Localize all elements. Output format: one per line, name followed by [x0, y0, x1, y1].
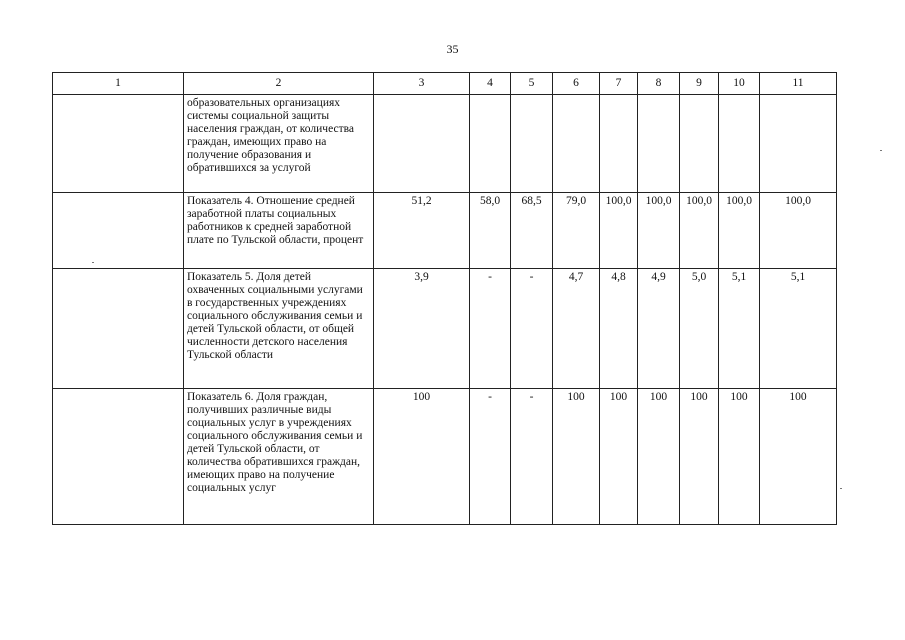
column-header: 8	[638, 73, 680, 95]
table-row	[53, 269, 837, 389]
value-cell	[470, 95, 511, 193]
indicator-description: Показатель 5. Доля детей охваченных социальными услугами в государственных учреждениях социального обслуживания семьи и детей Тульской области, от общей численности детского населения Тульской области	[184, 269, 374, 389]
column-header: 3	[374, 73, 470, 95]
value-cell: 4,9	[638, 269, 680, 389]
value-cell: 100	[600, 389, 638, 525]
value-cell: 100,0	[600, 193, 638, 269]
value-cell: 100,0	[719, 193, 760, 269]
indicator-description: Показатель 4. Отношение средней заработной платы социальных работников к средней заработной плате по Тульской области, процент	[184, 193, 374, 269]
column-header: 4	[470, 73, 511, 95]
scan-speck	[840, 488, 842, 489]
value-cell: -	[511, 269, 553, 389]
row-index-cell	[53, 389, 184, 525]
value-cell	[374, 95, 470, 193]
value-cell: 4,7	[553, 269, 600, 389]
value-cell: 100,0	[760, 193, 837, 269]
value-cell: -	[511, 389, 553, 525]
value-cell: 79,0	[553, 193, 600, 269]
column-header: 9	[680, 73, 719, 95]
value-cell: 5,1	[719, 269, 760, 389]
value-cell	[511, 95, 553, 193]
value-cell	[680, 95, 719, 193]
value-cell: 4,8	[600, 269, 638, 389]
value-cell: 100	[760, 389, 837, 525]
value-cell: 3,9	[374, 269, 470, 389]
value-cell	[719, 95, 760, 193]
value-cell	[760, 95, 837, 193]
value-cell: 68,5	[511, 193, 553, 269]
column-header: 2	[184, 73, 374, 95]
value-cell: 100	[374, 389, 470, 525]
value-cell: 51,2	[374, 193, 470, 269]
table-row	[53, 389, 837, 525]
header-row	[53, 73, 837, 95]
indicator-description: образовательных организациях системы социальной защиты населения граждан, от количества граждан, имеющих право на получение образования и обратившихся за услугой	[184, 95, 374, 193]
value-cell	[553, 95, 600, 193]
row-index-cell	[53, 269, 184, 389]
column-header: 7	[600, 73, 638, 95]
value-cell: 100	[553, 389, 600, 525]
value-cell: 100	[719, 389, 760, 525]
indicator-table	[52, 72, 837, 525]
value-cell	[600, 95, 638, 193]
value-cell	[638, 95, 680, 193]
indicator-description: Показатель 6. Доля граждан, получивших различные виды социальных услуг в учреждениях социального обслуживания семьи и детей Тульской области, от количества обратившихся граждан, имеющих право на получение социальных услуг	[184, 389, 374, 525]
column-header: 10	[719, 73, 760, 95]
column-header: 1	[53, 73, 184, 95]
scan-speck	[92, 262, 94, 263]
table-row	[53, 95, 837, 193]
value-cell: 100,0	[680, 193, 719, 269]
value-cell: 5,0	[680, 269, 719, 389]
scan-speck	[880, 150, 882, 151]
table-row	[53, 193, 837, 269]
row-index-cell	[53, 193, 184, 269]
row-index-cell	[53, 95, 184, 193]
column-header: 11	[760, 73, 837, 95]
value-cell: 100	[680, 389, 719, 525]
column-header: 5	[511, 73, 553, 95]
value-cell: -	[470, 269, 511, 389]
value-cell: 58,0	[470, 193, 511, 269]
column-header: 6	[553, 73, 600, 95]
value-cell: -	[470, 389, 511, 525]
value-cell: 5,1	[760, 269, 837, 389]
page-number: 35	[446, 42, 459, 56]
value-cell: 100	[638, 389, 680, 525]
value-cell: 100,0	[638, 193, 680, 269]
